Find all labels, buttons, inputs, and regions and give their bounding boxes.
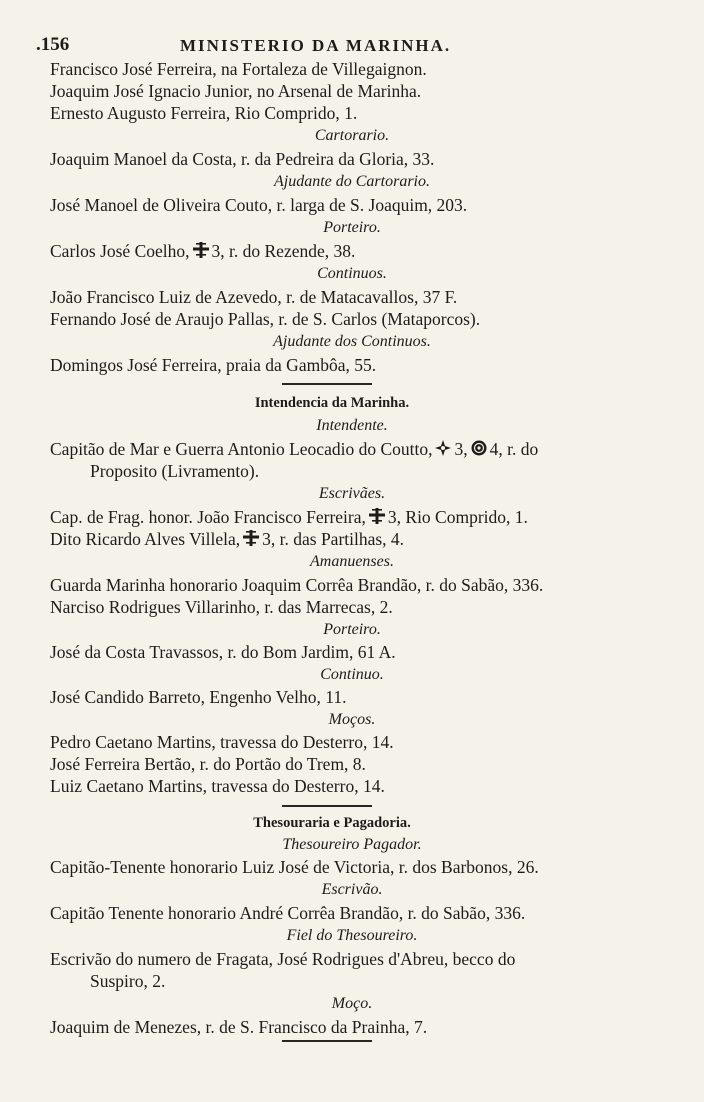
order-cross-icon [192,241,210,259]
entry-line: José da Costa Travassos, r. do Bom Jardim, 61 A. [50,642,396,662]
role-subheading: Escrivães. [318,485,386,502]
section-heading: Thesouraria e Pagadoria. [253,815,411,831]
entry-line [50,438,640,460]
entry-line: Francisco José Ferreira, na Fortaleza de Villegaignon. [50,59,427,79]
entry-line: José Manoel de Oliveira Couto, r. larga de S. Joaquim, 203. [50,195,468,215]
running-title: MINISTERIO DA MARINHA. [180,36,452,55]
entry-continuation: Suspiro, 2. [90,971,166,991]
entry-text: 4, r. do [489,439,539,459]
entry-text: Cap. de Frag. honor. João Francisco Ferreira, [50,507,366,527]
entry-text: 3, Rio Comprido, 1. [387,507,528,527]
entry-continuation: Proposito (Livramento). [90,461,260,481]
section-divider [282,805,372,807]
role-subheading: Continuo. [320,666,384,683]
section-heading: Intendencia da Marinha. [254,395,410,411]
entry-line: Joaquim José Ignacio Junior, no Arsenal de Marinha. [50,81,422,101]
entry-text: 3, r. do Rezende, 38. [211,241,356,261]
entry-line: Capitão Tenente honorario André Corrêa Brandão, r. do Sabão, 336. [50,903,526,923]
entry-line: Joaquim Manoel da Costa, r. da Pedreira da Gloria, 33. [50,149,435,169]
order-cross-icon [368,507,386,525]
rose-cross-icon [434,439,452,457]
entry-line: Luiz Caetano Martins, travessa do Desterro, 14. [50,776,385,796]
entry-line [50,240,640,262]
page-number: .156 [36,34,70,55]
entry-line [50,506,640,528]
entry-line: Narciso Rodrigues Villarinho, r. das Marrecas, 2. [50,597,393,617]
entry-text: 3, [454,439,468,459]
rosette-icon [470,439,488,457]
entry-line: Joaquim de Menezes, r. de S. Francisco da Prainha, 7. [50,1017,428,1037]
entry-line: Pedro Caetano Martins, travessa do Desterro, 14. [50,732,394,752]
role-subheading: Thesoureiro Pagador. [282,836,422,853]
role-subheading: Moço. [331,995,373,1012]
role-subheading: Escrivão. [321,881,383,898]
entry-line [50,528,640,550]
entry-text: Capitão de Mar e Guerra Antonio Leocadio do Coutto, [50,439,433,459]
role-subheading: Moços. [328,711,376,728]
entry-line: Capitão-Tenente honorario Luiz José de Victoria, r. dos Barbonos, 26. [50,857,539,877]
role-subheading: Amanuenses. [310,553,394,570]
entry-line: José Candido Barreto, Engenho Velho, 11. [50,687,347,707]
section-divider [282,1040,372,1042]
role-subheading: Porteiro. [323,219,381,236]
entry-line: Fernando José de Araujo Pallas, r. de S. Carlos (Mataporcos). [50,309,481,329]
entry-line: Domingos José Ferreira, praia da Gambôa, 55. [50,355,377,375]
role-subheading: Intendente. [316,417,388,434]
role-subheading: Ajudante dos Continuos. [273,333,431,350]
role-subheading: Fiel do Thesoureiro. [286,927,418,944]
entry-text: Carlos José Coelho, [50,241,190,261]
order-cross-icon [242,529,260,547]
entry-text: 3, r. das Partilhas, 4. [262,529,405,549]
section-divider [282,383,372,385]
role-subheading: Cartorario. [314,127,390,144]
role-subheading: Continuos. [317,265,387,282]
entry-line: João Francisco Luiz de Azevedo, r. de Matacavallos, 37 F. [50,287,458,307]
role-subheading: Ajudante do Cartorario. [273,173,430,190]
entry-line: Guarda Marinha honorario Joaquim Corrêa Brandão, r. do Sabão, 336. [50,575,544,595]
entry-line: José Ferreira Bertão, r. do Portão do Trem, 8. [50,754,366,774]
entry-line: Escrivão do numero de Fragata, José Rodrigues d'Abreu, becco do [50,949,516,969]
entry-line: Ernesto Augusto Ferreira, Rio Comprido, 1. [50,103,358,123]
role-subheading: Porteiro. [323,621,381,638]
entry-text: Dito Ricardo Alves Villela, [50,529,241,549]
